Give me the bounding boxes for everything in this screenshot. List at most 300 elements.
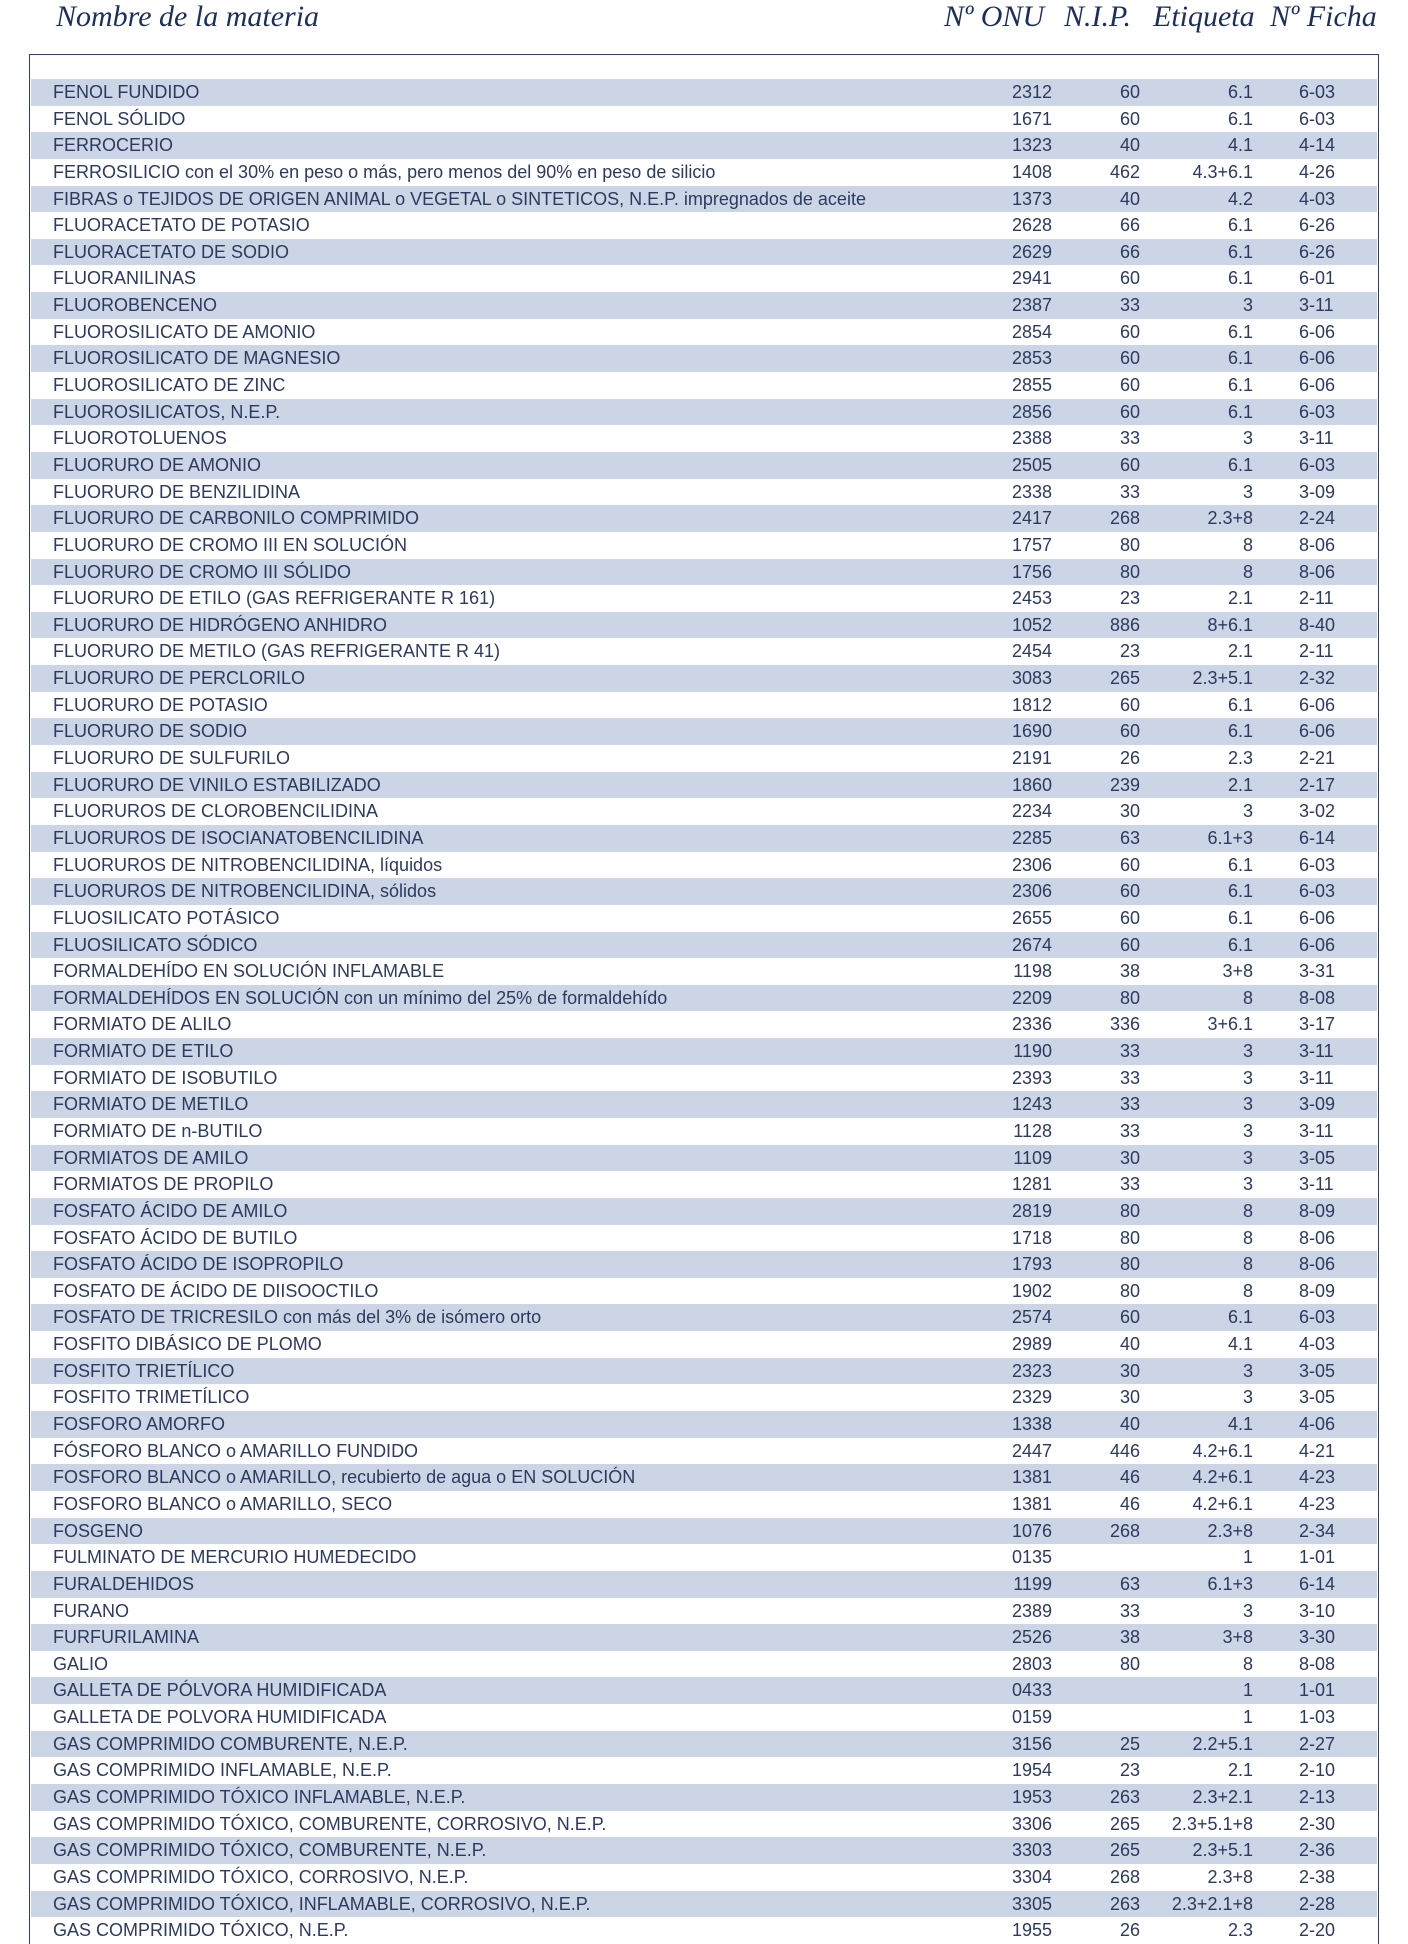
cell-nip: 33 bbox=[1119, 1041, 1140, 1062]
cell-nip: 80 bbox=[1119, 1280, 1140, 1301]
table-row bbox=[31, 1331, 1377, 1358]
cell-onu: 1718 bbox=[1011, 1227, 1052, 1248]
table-row bbox=[31, 1784, 1377, 1811]
table-row bbox=[31, 1891, 1377, 1918]
cell-etiqueta: 6.1 bbox=[1227, 241, 1253, 262]
cell-ficha: 2-38 bbox=[1299, 1866, 1336, 1887]
cell-onu: 1128 bbox=[1013, 1120, 1052, 1141]
cell-ficha: 6-01 bbox=[1299, 268, 1336, 289]
table-row bbox=[31, 1198, 1377, 1225]
cell-etiqueta: 6.1 bbox=[1227, 854, 1253, 875]
cell-name: FLUORUROS DE CLOROBENCILIDINA bbox=[53, 801, 379, 822]
cell-ficha: 6-06 bbox=[1299, 321, 1336, 342]
cell-onu: 1902 bbox=[1011, 1280, 1052, 1301]
cell-ficha: 3-11 bbox=[1299, 1120, 1334, 1141]
cell-onu: 2856 bbox=[1011, 401, 1052, 422]
cell-ficha: 3-05 bbox=[1299, 1360, 1336, 1381]
cell-name: FLUORURO DE METILO (GAS REFRIGERANTE R 41) bbox=[53, 641, 501, 662]
cell-ficha: 6-03 bbox=[1299, 401, 1336, 422]
table-row bbox=[31, 585, 1377, 612]
table-row bbox=[31, 1757, 1377, 1784]
cell-ficha: 2-27 bbox=[1299, 1733, 1336, 1754]
cell-onu: 2306 bbox=[1011, 881, 1052, 902]
table-row bbox=[31, 1544, 1377, 1571]
cell-onu: 0159 bbox=[1011, 1707, 1052, 1728]
cell-nip: 23 bbox=[1119, 1760, 1140, 1781]
cell-etiqueta: 6.1 bbox=[1227, 721, 1253, 742]
table-row bbox=[31, 692, 1377, 719]
cell-onu: 2803 bbox=[1011, 1653, 1052, 1674]
cell-etiqueta: 4.2+6.1 bbox=[1192, 1467, 1253, 1488]
cell-name: FORMIATO DE METILO bbox=[53, 1094, 249, 1115]
table-row bbox=[31, 878, 1377, 905]
cell-etiqueta: 6.1 bbox=[1227, 694, 1253, 715]
cell-ficha: 2-32 bbox=[1299, 668, 1336, 689]
cell-nip: 66 bbox=[1119, 215, 1140, 236]
table-row bbox=[31, 1065, 1377, 1092]
table-row bbox=[31, 1384, 1377, 1411]
cell-nip: 263 bbox=[1109, 1893, 1140, 1914]
cell-onu: 2819 bbox=[1011, 1200, 1052, 1221]
cell-ficha: 3-11 bbox=[1299, 428, 1334, 449]
cell-onu: 2453 bbox=[1011, 588, 1052, 609]
cell-ficha: 4-23 bbox=[1299, 1467, 1336, 1488]
cell-etiqueta: 8 bbox=[1242, 987, 1253, 1008]
cell-name: FOSFATO DE ÁCIDO DE DIISOOCTILO bbox=[53, 1280, 379, 1301]
cell-name: FIBRAS o TEJIDOS DE ORIGEN ANIMAL o VEGETAL o SINTETICOS, N.E.P. impregnados de aceite bbox=[53, 188, 866, 209]
cell-onu: 1199 bbox=[1013, 1573, 1052, 1594]
cell-etiqueta: 8 bbox=[1242, 1254, 1253, 1275]
cell-ficha: 2-11 bbox=[1299, 588, 1334, 609]
cell-nip: 30 bbox=[1119, 1147, 1140, 1168]
cell-etiqueta: 3 bbox=[1242, 1600, 1253, 1621]
cell-etiqueta: 3 bbox=[1242, 481, 1253, 502]
cell-ficha: 6-06 bbox=[1299, 907, 1336, 928]
cell-name: GAS COMPRIMIDO INFLAMABLE, N.E.P. bbox=[53, 1760, 392, 1781]
cell-etiqueta: 3 bbox=[1242, 428, 1253, 449]
cell-nip: 63 bbox=[1119, 1573, 1140, 1594]
cell-etiqueta: 3 bbox=[1242, 1120, 1253, 1141]
cell-ficha: 6-03 bbox=[1299, 881, 1336, 902]
table-row bbox=[31, 798, 1377, 825]
cell-name: FURALDEHIDOS bbox=[53, 1573, 195, 1594]
cell-name: FOSGENO bbox=[53, 1520, 144, 1541]
table-row bbox=[31, 505, 1377, 532]
cell-onu: 0433 bbox=[1011, 1680, 1052, 1701]
table-row bbox=[31, 372, 1377, 399]
cell-etiqueta: 2.3+2.1+8 bbox=[1171, 1893, 1253, 1914]
table-row bbox=[31, 345, 1377, 372]
cell-nip: 33 bbox=[1119, 481, 1140, 502]
cell-etiqueta: 3+8 bbox=[1222, 1627, 1253, 1648]
cell-etiqueta: 6.1+3 bbox=[1207, 1573, 1253, 1594]
cell-nip: 33 bbox=[1119, 295, 1140, 316]
cell-etiqueta: 6.1 bbox=[1227, 108, 1253, 129]
cell-etiqueta: 1 bbox=[1242, 1680, 1253, 1701]
cell-nip: 33 bbox=[1119, 1600, 1140, 1621]
cell-ficha: 4-14 bbox=[1299, 135, 1336, 156]
cell-onu: 1793 bbox=[1011, 1254, 1052, 1275]
cell-onu: 1955 bbox=[1011, 1920, 1052, 1941]
cell-nip: 265 bbox=[1109, 668, 1140, 689]
cell-nip: 336 bbox=[1109, 1014, 1140, 1035]
header-ficha: Nº Ficha bbox=[1270, 0, 1377, 33]
table-row bbox=[31, 1038, 1377, 1065]
cell-onu: 1109 bbox=[1013, 1147, 1052, 1168]
cell-name: FLUOSILICATO POTÁSICO bbox=[53, 907, 280, 928]
cell-ficha: 8-06 bbox=[1299, 1227, 1336, 1248]
cell-nip: 60 bbox=[1119, 881, 1140, 902]
cell-name: FLUORURO DE AMONIO bbox=[53, 454, 262, 475]
cell-onu: 2989 bbox=[1011, 1334, 1052, 1355]
table-row bbox=[31, 745, 1377, 772]
cell-etiqueta: 6.1 bbox=[1227, 881, 1253, 902]
table-row bbox=[31, 1518, 1377, 1545]
cell-nip: 60 bbox=[1119, 1307, 1140, 1328]
cell-onu: 2447 bbox=[1011, 1440, 1052, 1461]
cell-etiqueta: 6.1 bbox=[1227, 375, 1253, 396]
cell-nip: 25 bbox=[1119, 1733, 1140, 1754]
table-row bbox=[31, 1651, 1377, 1678]
cell-name: FLUORUROS DE NITROBENCILIDINA, sólidos bbox=[53, 881, 437, 902]
table-row bbox=[31, 319, 1377, 346]
cell-ficha: 4-21 bbox=[1299, 1440, 1336, 1461]
cell-etiqueta: 2.1 bbox=[1227, 774, 1253, 795]
cell-onu: 1281 bbox=[1011, 1174, 1052, 1195]
cell-name: FOSFITO TRIETÍLICO bbox=[53, 1360, 235, 1381]
table-row bbox=[31, 718, 1377, 745]
cell-etiqueta: 8 bbox=[1242, 1653, 1253, 1674]
table-row bbox=[31, 1438, 1377, 1465]
cell-ficha: 1-01 bbox=[1299, 1680, 1336, 1701]
cell-nip: 80 bbox=[1119, 1200, 1140, 1221]
cell-ficha: 3-17 bbox=[1299, 1014, 1336, 1035]
cell-ficha: 8-06 bbox=[1299, 1254, 1336, 1275]
cell-nip: 60 bbox=[1119, 348, 1140, 369]
cell-ficha: 2-10 bbox=[1299, 1760, 1336, 1781]
cell-ficha: 1-03 bbox=[1299, 1707, 1336, 1728]
cell-ficha: 2-24 bbox=[1299, 508, 1336, 529]
cell-name: FLUORURO DE ETILO (GAS REFRIGERANTE R 161) bbox=[53, 588, 496, 609]
cell-name: FORMIATO DE n-BUTILO bbox=[53, 1120, 263, 1141]
cell-etiqueta: 2.3+8 bbox=[1207, 1520, 1253, 1541]
cell-ficha: 8-09 bbox=[1299, 1200, 1336, 1221]
table-row bbox=[31, 1917, 1377, 1944]
table-row bbox=[31, 1145, 1377, 1172]
cell-etiqueta: 6.1 bbox=[1227, 454, 1253, 475]
cell-onu: 2387 bbox=[1011, 295, 1052, 316]
cell-nip: 268 bbox=[1109, 508, 1140, 529]
cell-nip: 265 bbox=[1109, 1813, 1140, 1834]
cell-ficha: 6-06 bbox=[1299, 375, 1336, 396]
cell-etiqueta: 2.1 bbox=[1227, 1760, 1253, 1781]
cell-name: FORMALDEHÍDOS EN SOLUCIÓN con un mínimo del 25% de formaldehído bbox=[53, 987, 668, 1008]
cell-etiqueta: 2.3+8 bbox=[1207, 508, 1253, 529]
cell-onu: 3083 bbox=[1011, 668, 1052, 689]
cell-onu: 2526 bbox=[1011, 1627, 1052, 1648]
cell-onu: 2855 bbox=[1011, 375, 1052, 396]
cell-ficha: 6-06 bbox=[1299, 934, 1336, 955]
cell-nip: 60 bbox=[1119, 454, 1140, 475]
cell-onu: 2312 bbox=[1011, 82, 1052, 102]
cell-nip: 30 bbox=[1119, 801, 1140, 822]
cell-ficha: 3-02 bbox=[1299, 801, 1336, 822]
cell-nip: 80 bbox=[1119, 1653, 1140, 1674]
materials-table bbox=[31, 79, 1377, 1944]
cell-name: FLUORANILINAS bbox=[53, 268, 197, 289]
cell-nip: 80 bbox=[1119, 1227, 1140, 1248]
cell-ficha: 4-23 bbox=[1299, 1493, 1336, 1514]
cell-name: GAS COMPRIMIDO TÓXICO, CORROSIVO, N.E.P. bbox=[53, 1866, 469, 1887]
cell-etiqueta: 1 bbox=[1242, 1707, 1253, 1728]
cell-onu: 2417 bbox=[1011, 508, 1052, 529]
cell-etiqueta: 8 bbox=[1242, 1227, 1253, 1248]
cell-nip: 40 bbox=[1119, 188, 1140, 209]
cell-ficha: 3-05 bbox=[1299, 1387, 1336, 1408]
cell-nip: 60 bbox=[1119, 401, 1140, 422]
cell-nip: 46 bbox=[1119, 1493, 1140, 1514]
cell-onu: 2854 bbox=[1011, 321, 1052, 342]
cell-onu: 2389 bbox=[1011, 1600, 1052, 1621]
cell-onu: 2454 bbox=[1011, 641, 1052, 662]
cell-nip: 239 bbox=[1109, 774, 1140, 795]
cell-onu: 2655 bbox=[1011, 907, 1052, 928]
cell-ficha: 4-03 bbox=[1299, 188, 1336, 209]
cell-name: FLUOROSILICATO DE AMONIO bbox=[53, 321, 316, 342]
cell-etiqueta: 6.1 bbox=[1227, 401, 1253, 422]
cell-onu: 3303 bbox=[1011, 1840, 1052, 1861]
cell-ficha: 3-11 bbox=[1299, 1067, 1334, 1088]
table-row bbox=[31, 1624, 1377, 1651]
table-row bbox=[31, 1225, 1377, 1252]
header-etiqueta: Etiqueta bbox=[1153, 0, 1255, 33]
cell-onu: 1953 bbox=[1011, 1787, 1052, 1807]
cell-name: FOSFORO BLANCO o AMARILLO, recubierto de agua o EN SOLUCIÓN bbox=[53, 1467, 636, 1488]
cell-nip: 263 bbox=[1109, 1787, 1140, 1807]
cell-name: FOSFATO ÁCIDO DE ISOPROPILO bbox=[53, 1254, 344, 1275]
cell-nip: 63 bbox=[1119, 827, 1140, 848]
cell-nip: 66 bbox=[1119, 241, 1140, 262]
cell-etiqueta: 6.1 bbox=[1227, 1307, 1253, 1328]
cell-ficha: 6-03 bbox=[1299, 1307, 1336, 1328]
table-row bbox=[31, 1571, 1377, 1598]
cell-ficha: 3-09 bbox=[1299, 481, 1336, 502]
cell-name: FLUORURO DE BENZILIDINA bbox=[53, 481, 301, 502]
cell-onu: 2336 bbox=[1011, 1014, 1052, 1035]
cell-nip: 60 bbox=[1119, 108, 1140, 129]
cell-name: GAS COMPRIMIDO TÓXICO INFLAMABLE, N.E.P. bbox=[53, 1787, 466, 1807]
cell-name: FLUORURO DE CROMO III SÓLIDO bbox=[53, 561, 352, 582]
cell-etiqueta: 2.3+5.1 bbox=[1192, 1840, 1253, 1861]
cell-name: FLUORURO DE CROMO III EN SOLUCIÓN bbox=[53, 534, 408, 555]
table-row bbox=[31, 958, 1377, 985]
cell-etiqueta: 2.3 bbox=[1227, 748, 1253, 769]
cell-nip: 38 bbox=[1119, 961, 1140, 982]
cell-name: GAS COMPRIMIDO TÓXICO, N.E.P. bbox=[53, 1920, 349, 1941]
cell-etiqueta: 3 bbox=[1242, 295, 1253, 316]
cell-onu: 3304 bbox=[1011, 1866, 1052, 1887]
cell-nip: 886 bbox=[1109, 614, 1140, 635]
cell-etiqueta: 3 bbox=[1242, 1147, 1253, 1168]
cell-ficha: 8-08 bbox=[1299, 987, 1336, 1008]
table-row bbox=[31, 905, 1377, 932]
cell-nip: 40 bbox=[1119, 135, 1140, 156]
cell-name: FURFURILAMINA bbox=[53, 1627, 200, 1648]
cell-ficha: 2-30 bbox=[1299, 1813, 1336, 1834]
cell-nip: 60 bbox=[1119, 694, 1140, 715]
cell-name: GALLETA DE PÓLVORA HUMIDIFICADA bbox=[53, 1680, 387, 1701]
table-row bbox=[31, 532, 1377, 559]
cell-onu: 1690 bbox=[1011, 721, 1052, 742]
table-row bbox=[31, 612, 1377, 639]
cell-ficha: 8-08 bbox=[1299, 1653, 1336, 1674]
cell-ficha: 6-26 bbox=[1299, 241, 1336, 262]
cell-etiqueta: 6.1 bbox=[1227, 934, 1253, 955]
table-row bbox=[31, 1837, 1377, 1864]
cell-etiqueta: 3 bbox=[1242, 801, 1253, 822]
cell-nip: 33 bbox=[1119, 1120, 1140, 1141]
cell-onu: 1338 bbox=[1011, 1414, 1052, 1435]
cell-ficha: 6-06 bbox=[1299, 721, 1336, 742]
cell-name: FLUOROSILICATOS, N.E.P. bbox=[53, 401, 281, 422]
table-row bbox=[31, 1118, 1377, 1145]
cell-onu: 2628 bbox=[1011, 215, 1052, 236]
cell-etiqueta: 6.1 bbox=[1227, 348, 1253, 369]
cell-onu: 1812 bbox=[1011, 694, 1052, 715]
table-header bbox=[0, 0, 1408, 40]
table-row bbox=[31, 1491, 1377, 1518]
cell-ficha: 4-03 bbox=[1299, 1334, 1336, 1355]
cell-name: FORMALDEHÍDO EN SOLUCIÓN INFLAMABLE bbox=[53, 961, 445, 982]
cell-name: FLUOSILICATO SÓDICO bbox=[53, 934, 258, 955]
cell-name: FLUORURO DE POTASIO bbox=[53, 694, 268, 715]
cell-name: GALLETA DE POLVORA HUMIDIFICADA bbox=[53, 1707, 387, 1728]
table-row bbox=[31, 825, 1377, 852]
cell-onu: 2191 bbox=[1011, 748, 1052, 769]
cell-name: FURANO bbox=[53, 1600, 129, 1621]
table-row bbox=[31, 79, 1377, 106]
cell-etiqueta: 6.1 bbox=[1227, 321, 1253, 342]
cell-onu: 1756 bbox=[1011, 561, 1052, 582]
cell-name: GALIO bbox=[53, 1653, 109, 1674]
cell-onu: 1381 bbox=[1011, 1493, 1052, 1514]
cell-ficha: 6-14 bbox=[1299, 1573, 1336, 1594]
cell-ficha: 2-36 bbox=[1299, 1840, 1336, 1861]
cell-nip: 60 bbox=[1119, 321, 1140, 342]
cell-nip: 60 bbox=[1119, 907, 1140, 928]
cell-etiqueta: 8 bbox=[1242, 561, 1253, 582]
cell-nip: 60 bbox=[1119, 934, 1140, 955]
table-row bbox=[31, 852, 1377, 879]
cell-name: FOSFORO BLANCO o AMARILLO, SECO bbox=[53, 1493, 393, 1514]
cell-name: FLUORACETATO DE POTASIO bbox=[53, 215, 310, 236]
cell-nip: 26 bbox=[1119, 1920, 1140, 1941]
cell-name: FENOL SÓLIDO bbox=[53, 108, 186, 129]
cell-ficha: 8-06 bbox=[1299, 534, 1336, 555]
cell-onu: 1243 bbox=[1011, 1094, 1052, 1115]
cell-etiqueta: 6.1 bbox=[1227, 907, 1253, 928]
cell-name: FLUOROSILICATO DE ZINC bbox=[53, 375, 286, 396]
cell-name: FERROSILICIO con el 30% en peso o más, pero menos del 90% en peso de silicio bbox=[53, 161, 716, 182]
cell-ficha: 3-30 bbox=[1299, 1627, 1336, 1648]
cell-ficha: 2-17 bbox=[1299, 774, 1336, 795]
cell-name: FÓSFORO BLANCO o AMARILLO FUNDIDO bbox=[53, 1440, 419, 1461]
cell-name: FULMINATO DE MERCURIO HUMEDECIDO bbox=[53, 1547, 417, 1568]
cell-etiqueta: 6.1 bbox=[1227, 268, 1253, 289]
cell-nip: 23 bbox=[1119, 641, 1140, 662]
cell-name: FORMIATOS DE AMILO bbox=[53, 1147, 249, 1168]
cell-ficha: 3-11 bbox=[1299, 1174, 1334, 1195]
table-row bbox=[31, 1011, 1377, 1038]
cell-name: FLUORURO DE SULFURILO bbox=[53, 748, 291, 769]
cell-ficha: 2-20 bbox=[1299, 1920, 1336, 1941]
cell-etiqueta: 6.1+3 bbox=[1207, 827, 1253, 848]
cell-ficha: 3-05 bbox=[1299, 1147, 1336, 1168]
cell-nip: 33 bbox=[1119, 428, 1140, 449]
cell-onu: 2306 bbox=[1011, 854, 1052, 875]
table-row bbox=[31, 1171, 1377, 1198]
cell-onu: 2674 bbox=[1011, 934, 1052, 955]
cell-ficha: 8-09 bbox=[1299, 1280, 1336, 1301]
cell-onu: 1954 bbox=[1011, 1760, 1052, 1781]
cell-nip: 80 bbox=[1119, 534, 1140, 555]
cell-ficha: 6-14 bbox=[1299, 827, 1336, 848]
cell-name: FERROCERIO bbox=[53, 135, 174, 156]
table-row bbox=[31, 932, 1377, 959]
cell-name: FENOL FUNDIDO bbox=[53, 82, 200, 102]
table-row bbox=[31, 265, 1377, 292]
cell-onu: 1671 bbox=[1011, 108, 1052, 129]
cell-nip: 268 bbox=[1109, 1520, 1140, 1541]
table-row bbox=[31, 985, 1377, 1012]
cell-etiqueta: 8 bbox=[1242, 1200, 1253, 1221]
cell-nip: 446 bbox=[1109, 1440, 1140, 1461]
cell-onu: 0135 bbox=[1011, 1547, 1052, 1568]
cell-name: GAS COMPRIMIDO TÓXICO, INFLAMABLE, CORROSIVO, N.E.P. bbox=[53, 1893, 591, 1914]
cell-etiqueta: 2.1 bbox=[1227, 641, 1253, 662]
cell-name: FLUORUROS DE ISOCIANATOBENCILIDINA bbox=[53, 827, 424, 848]
cell-name: FLUORACETATO DE SODIO bbox=[53, 241, 290, 262]
cell-name: FOSFATO ÁCIDO DE AMILO bbox=[53, 1200, 288, 1221]
cell-nip: 40 bbox=[1119, 1334, 1140, 1355]
cell-name: FOSFATO ÁCIDO DE BUTILO bbox=[53, 1227, 298, 1248]
table-row bbox=[31, 239, 1377, 266]
cell-etiqueta: 3+6.1 bbox=[1207, 1014, 1253, 1035]
cell-name: FLUOROBENCENO bbox=[53, 295, 218, 316]
table-row bbox=[31, 772, 1377, 799]
cell-nip: 80 bbox=[1119, 987, 1140, 1008]
cell-etiqueta: 4.2+6.1 bbox=[1192, 1440, 1253, 1461]
cell-ficha: 2-13 bbox=[1299, 1787, 1336, 1807]
cell-etiqueta: 2.3 bbox=[1227, 1920, 1253, 1941]
table-row bbox=[31, 1731, 1377, 1758]
cell-ficha: 3-11 bbox=[1299, 1041, 1334, 1062]
cell-name: FLUORUROS DE NITROBENCILIDINA, líquidos bbox=[53, 854, 443, 875]
cell-onu: 1381 bbox=[1011, 1467, 1052, 1488]
table-row bbox=[31, 1704, 1377, 1731]
cell-onu: 1076 bbox=[1011, 1520, 1052, 1541]
cell-name: FORMIATO DE ALILO bbox=[53, 1014, 232, 1035]
cell-nip: 46 bbox=[1119, 1467, 1140, 1488]
cell-etiqueta: 8 bbox=[1242, 1280, 1253, 1301]
cell-onu: 1323 bbox=[1011, 135, 1052, 156]
cell-nip: 26 bbox=[1119, 748, 1140, 769]
cell-name: GAS COMPRIMIDO TÓXICO, COMBURENTE, CORROSIVO, N.E.P. bbox=[53, 1813, 607, 1834]
cell-onu: 2234 bbox=[1011, 801, 1052, 822]
cell-name: FLUORURO DE PERCLORILO bbox=[53, 668, 306, 689]
cell-nip: 60 bbox=[1119, 721, 1140, 742]
table-row bbox=[31, 1091, 1377, 1118]
